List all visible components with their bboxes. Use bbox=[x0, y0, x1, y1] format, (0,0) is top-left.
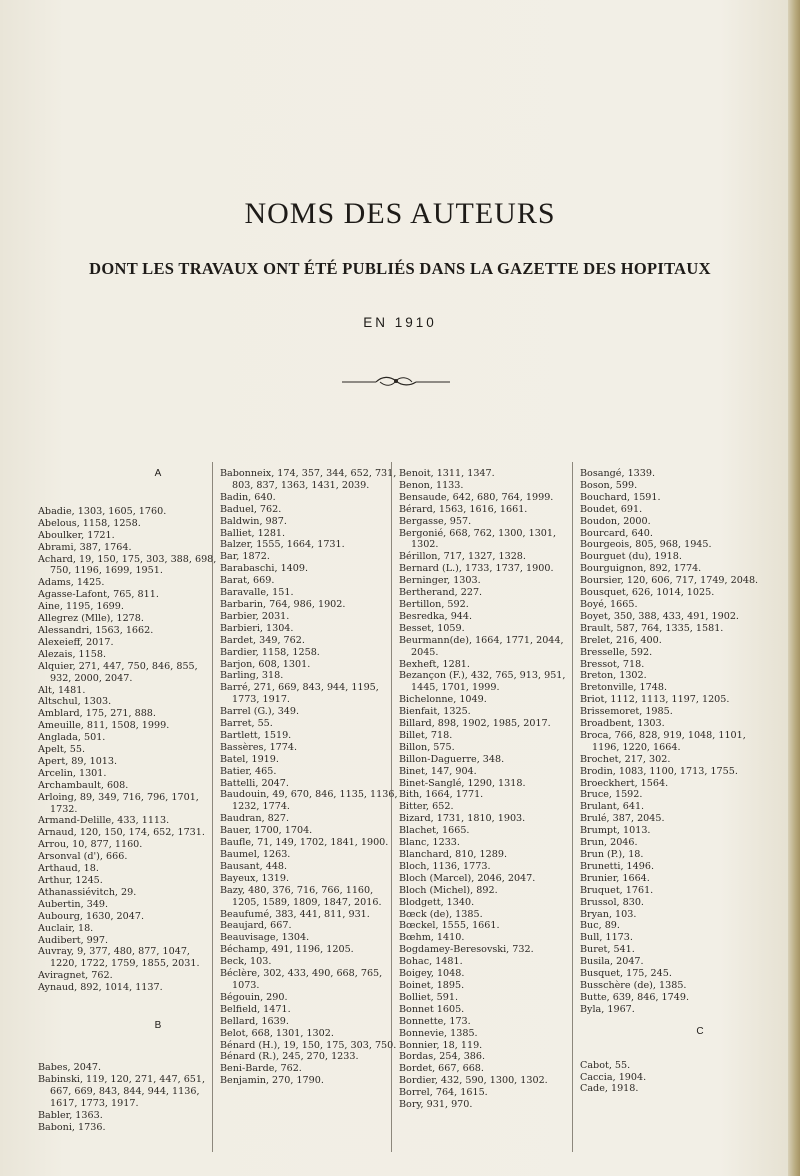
author-entry: Bizard, 1731, 1810, 1903. bbox=[399, 813, 526, 825]
author-entry: Bœckel, 1555, 1661. bbox=[399, 920, 500, 932]
author-entry: Auclair, 18. bbox=[38, 922, 94, 934]
author-entry: Aubourg, 1630, 2047. bbox=[38, 910, 145, 922]
author-entry: Bazy, 480, 376, 716, 766, 1160, 1205, 1589, 1809, 1847, 2016. bbox=[220, 884, 382, 908]
author-entry: Balzer, 1555, 1664, 1731. bbox=[220, 539, 345, 551]
author-entry: Brulé, 387, 2045. bbox=[580, 813, 665, 825]
author-entry: Bartlett, 1519. bbox=[220, 729, 292, 741]
author-entry: Benoit, 1311, 1347. bbox=[399, 468, 495, 479]
author-entry: Barré, 271, 669, 843, 944, 1195, 1773, 1917. bbox=[220, 682, 379, 706]
author-entry: Bourcard, 640. bbox=[580, 527, 653, 539]
author-entry: Bousquet, 626, 1014, 1025. bbox=[580, 587, 715, 599]
author-entry: Bayeux, 1319. bbox=[220, 872, 290, 884]
author-entry: Brulant, 641. bbox=[580, 801, 645, 813]
author-entry: Borrel, 764, 1615. bbox=[399, 1087, 488, 1099]
author-entry: Bar, 1872. bbox=[220, 551, 270, 563]
author-entry: Agasse-Lafont, 765, 811. bbox=[38, 589, 159, 601]
author-entry: Barling, 318. bbox=[220, 670, 284, 682]
author-entry: Béclère, 302, 433, 490, 668, 765, 1073. bbox=[220, 968, 383, 991]
author-entry: Bégouin, 290. bbox=[220, 991, 288, 1003]
author-entry: Bensaude, 642, 680, 764, 1999. bbox=[399, 491, 554, 503]
page-title: NOMS DES AUTEURS bbox=[244, 197, 556, 230]
author-entry: Arcelin, 1301. bbox=[38, 767, 107, 779]
author-entry: Arnaud, 120, 150, 174, 652, 1731. bbox=[38, 827, 205, 839]
author-entry: Adams, 1425. bbox=[38, 577, 105, 589]
author-entry: Bardet, 349, 762. bbox=[220, 634, 305, 646]
author-entry: Aboulker, 1721. bbox=[38, 529, 115, 541]
author-entry: Blachet, 1665. bbox=[399, 825, 470, 837]
author-entry: Bosangé, 1339. bbox=[580, 468, 656, 479]
author-entry: Baudouin, 49, 670, 846, 1135, 1136, 1232, 1774. bbox=[220, 789, 398, 813]
author-entry: Barbieri, 1304. bbox=[220, 622, 294, 634]
author-entry: Bruquet, 1761. bbox=[580, 884, 654, 896]
author-entry: Boudon, 2000. bbox=[580, 515, 651, 527]
author-entry: Bordet, 667, 668. bbox=[399, 1063, 484, 1075]
author-entry: Beauvisage, 1304. bbox=[220, 932, 310, 944]
author-entry: Babinski, 119, 120, 271, 447, 651, 667, 669, 843, 844, 944, 1136, 1617, 1773, 1917. bbox=[38, 1073, 206, 1109]
author-entry: Boinet, 1895. bbox=[399, 979, 465, 991]
author-entry: Broca, 766, 828, 919, 1048, 1101, 1196, 1220, 1664. bbox=[580, 729, 746, 753]
author-entry: Béchamp, 491, 1196, 1205. bbox=[220, 944, 354, 956]
author-entry: Bassères, 1774. bbox=[220, 741, 298, 753]
author-entry: Blanc, 1233. bbox=[399, 837, 460, 849]
author-entry: Bexheft, 1281. bbox=[399, 658, 470, 670]
author-entry: Bonnier, 18, 119. bbox=[399, 1039, 483, 1051]
author-entry: Arrou, 10, 877, 1160. bbox=[38, 839, 143, 851]
author-entry: Billard, 898, 1902, 1985, 2017. bbox=[399, 718, 551, 730]
author-entry: Broadbent, 1303. bbox=[580, 718, 665, 730]
author-entry: Archambault, 608. bbox=[38, 779, 129, 791]
author-entry: Buc, 89. bbox=[580, 920, 620, 932]
author-entry: Byla, 1967. bbox=[580, 1003, 635, 1015]
author-entry: Breton, 1302. bbox=[580, 670, 647, 682]
author-list-c bbox=[580, 1060, 760, 1096]
author-entry: Baduel, 762. bbox=[220, 503, 282, 515]
author-entry: Badin, 640. bbox=[220, 491, 276, 503]
author-entry: Alezais, 1158. bbox=[38, 648, 107, 660]
author-entry: Baboni, 1736. bbox=[38, 1121, 106, 1133]
section-letter-a: A bbox=[154, 468, 162, 479]
author-entry: Arsonval (d'), 666. bbox=[38, 851, 128, 863]
author-entry: Busquet, 175, 245. bbox=[580, 968, 672, 980]
author-entry: Beaujard, 667. bbox=[220, 920, 292, 932]
author-entry: Abelous, 1158, 1258. bbox=[38, 517, 141, 529]
author-entry: Barjon, 608, 1301. bbox=[220, 658, 311, 670]
author-entry: Allegrez (Mlle), 1278. bbox=[38, 613, 144, 625]
author-entry: Boigey, 1048. bbox=[399, 968, 465, 980]
author-list-a bbox=[38, 506, 218, 994]
author-entry: Bausant, 448. bbox=[220, 860, 288, 872]
author-entry: Boudet, 691. bbox=[580, 503, 643, 515]
author-entry: Barbarin, 764, 986, 1902. bbox=[220, 598, 346, 610]
author-entry: Audibert, 997. bbox=[38, 934, 109, 946]
author-entry: Bory, 931, 970. bbox=[399, 1099, 473, 1111]
index-column-1 bbox=[38, 468, 218, 1133]
author-entry: Bertherand, 227. bbox=[399, 587, 483, 599]
author-entry: Bruce, 1592. bbox=[580, 789, 643, 801]
author-entry: Bellard, 1639. bbox=[220, 1015, 289, 1027]
author-entry: Arthur, 1245. bbox=[38, 875, 103, 886]
author-entry: Brelet, 216, 400. bbox=[580, 634, 662, 646]
author-entry: Aine, 1195, 1699. bbox=[38, 601, 124, 613]
author-entry: Bernard (L.), 1733, 1737, 1900. bbox=[399, 563, 554, 575]
author-entry: Abrami, 387, 1764. bbox=[38, 541, 132, 553]
author-entry: Blanchard, 810, 1289. bbox=[399, 849, 507, 860]
author-entry: Besredka, 944. bbox=[399, 610, 473, 622]
author-entry: Bith, 1664, 1771. bbox=[399, 789, 484, 801]
author-entry: Bénard (R.), 245, 270, 1233. bbox=[220, 1051, 359, 1063]
author-entry: Boursier, 120, 606, 717, 1749, 2048. bbox=[580, 575, 759, 587]
year-label: EN 1910 bbox=[363, 315, 437, 330]
author-entry: Bordas, 254, 386. bbox=[399, 1051, 486, 1063]
author-entry: Bogdamey-Beresovski, 732. bbox=[399, 944, 534, 956]
author-entry: Bérard, 1563, 1616, 1661. bbox=[399, 503, 528, 515]
author-entry: Barabaschi, 1409. bbox=[220, 563, 309, 575]
author-entry: Altschul, 1303. bbox=[38, 696, 112, 708]
author-entry: Brun (P.), 18. bbox=[580, 849, 644, 860]
author-entry: Blodgett, 1340. bbox=[399, 896, 475, 908]
author-entry: Battelli, 2047. bbox=[220, 777, 289, 789]
author-entry: Aynaud, 892, 1014, 1137. bbox=[38, 982, 163, 994]
author-entry: Bourgeois, 805, 968, 1945. bbox=[580, 539, 712, 551]
author-entry: Athanassiévitch, 29. bbox=[38, 886, 137, 898]
author-entry: Babes, 2047. bbox=[38, 1061, 102, 1073]
author-list-b bbox=[38, 1062, 218, 1133]
author-entry: Aubertin, 349. bbox=[38, 898, 109, 910]
author-entry: Bouchard, 1591. bbox=[580, 491, 661, 503]
author-entry: Bonnette, 173. bbox=[399, 1015, 471, 1027]
author-entry: Brault, 587, 764, 1335, 1581. bbox=[580, 622, 724, 634]
author-entry: Bérillon, 717, 1327, 1328. bbox=[399, 551, 526, 563]
author-list bbox=[580, 468, 760, 1016]
author-entry: Achard, 19, 150, 175, 303, 388, 698, 750, 1196, 1699, 1951. bbox=[38, 553, 217, 577]
author-entry: Bergasse, 957. bbox=[399, 515, 472, 527]
author-entry: Bolliet, 591. bbox=[399, 991, 459, 1003]
author-entry: Brussol, 830. bbox=[580, 896, 644, 908]
author-entry: Bœck (de), 1385. bbox=[399, 908, 483, 920]
index-column-2 bbox=[220, 468, 400, 1087]
author-entry: Babler, 1363. bbox=[38, 1109, 103, 1121]
author-entry: Bressot, 718. bbox=[580, 658, 645, 670]
index-column-3 bbox=[399, 468, 579, 1111]
author-entry: Anglada, 501. bbox=[38, 732, 106, 744]
author-entry: Alessandri, 1563, 1662. bbox=[38, 624, 154, 636]
author-entry: Bretonville, 1748. bbox=[580, 682, 667, 694]
author-entry: Babonneix, 174, 357, 344, 652, 731, 803, 837, 1363, 1431, 2039. bbox=[220, 468, 397, 491]
author-entry: Butte, 639, 846, 1749. bbox=[580, 991, 690, 1003]
author-entry: Baudran, 827. bbox=[220, 813, 290, 825]
author-entry: Boson, 599. bbox=[580, 479, 638, 491]
author-entry: Bœhm, 1410. bbox=[399, 932, 465, 944]
author-entry: Bull, 1173. bbox=[580, 932, 633, 944]
author-entry: Beurmann(de), 1664, 1771, 2044, 2045. bbox=[399, 634, 564, 658]
author-entry: Brissemoret, 1985. bbox=[580, 706, 673, 718]
author-entry: Brun, 2046. bbox=[580, 837, 638, 849]
author-entry: Caccia, 1904. bbox=[580, 1071, 647, 1083]
author-entry: Cabot, 55. bbox=[580, 1059, 631, 1071]
author-entry: Baufle, 71, 149, 1702, 1841, 1900. bbox=[220, 837, 389, 849]
author-entry: Abadie, 1303, 1605, 1760. bbox=[38, 505, 167, 517]
author-entry: Bohac, 1481. bbox=[399, 956, 463, 968]
author-entry: Balliet, 1281. bbox=[220, 527, 286, 539]
author-entry: Binet, 147, 904. bbox=[399, 765, 477, 777]
author-entry: Alt, 1481. bbox=[38, 684, 86, 696]
author-entry: Alexeieff, 2017. bbox=[38, 636, 114, 648]
author-entry: Benon, 1133. bbox=[399, 479, 464, 491]
author-entry: Brunetti, 1496. bbox=[580, 860, 655, 872]
book-spine bbox=[788, 0, 800, 1176]
ornament-divider bbox=[340, 374, 452, 388]
author-entry: Billon-Daguerre, 348. bbox=[399, 753, 505, 765]
author-entry: Bresselle, 592. bbox=[580, 646, 653, 658]
author-entry: Brunier, 1664. bbox=[580, 872, 650, 884]
author-entry: Bryan, 103. bbox=[580, 908, 637, 920]
author-entry: Bezançon (F.), 432, 765, 913, 951, 1445, 1701, 1999. bbox=[399, 670, 566, 694]
author-entry: Beck, 103. bbox=[220, 956, 272, 968]
author-entry: Buret, 541. bbox=[580, 944, 635, 956]
author-entry: Bloch, 1136, 1773. bbox=[399, 860, 491, 872]
author-entry: Belfield, 1471. bbox=[220, 1003, 291, 1015]
author-entry: Billet, 718. bbox=[399, 729, 453, 741]
author-entry: Bénard (H.), 19, 150, 175, 303, 750. bbox=[220, 1039, 397, 1051]
author-entry: Arthaud, 18. bbox=[38, 863, 99, 875]
author-entry: Bourguignon, 892, 1774. bbox=[580, 563, 702, 575]
author-entry: Bitter, 652. bbox=[399, 801, 454, 813]
author-entry: Apelt, 55. bbox=[38, 744, 86, 756]
author-entry: Armand-Delille, 433, 1113. bbox=[38, 815, 170, 827]
author-entry: Ameuille, 811, 1508, 1999. bbox=[38, 720, 170, 732]
author-entry: Brochet, 217, 302. bbox=[580, 753, 671, 765]
author-entry: Alquier, 271, 447, 750, 846, 855, 932, 2000, 2047. bbox=[38, 660, 198, 684]
author-entry: Baravalle, 151. bbox=[220, 587, 294, 599]
author-entry: Auvray, 9, 377, 480, 877, 1047, 1220, 1722, 1759, 1855, 2031. bbox=[38, 946, 200, 970]
author-entry: Bauer, 1700, 1704. bbox=[220, 825, 313, 837]
author-entry: Belot, 668, 1301, 1302. bbox=[220, 1027, 334, 1039]
author-entry: Baumel, 1263. bbox=[220, 849, 291, 860]
author-entry: Bonnevie, 1385. bbox=[399, 1027, 478, 1039]
author-entry: Berninger, 1303. bbox=[399, 575, 481, 587]
author-entry: Bardier, 1158, 1258. bbox=[220, 646, 320, 658]
section-letter-b: B bbox=[154, 1020, 162, 1032]
author-entry: Boyet, 350, 388, 433, 491, 1902. bbox=[580, 610, 739, 622]
author-list bbox=[399, 468, 579, 1111]
author-entry: Bichelonne, 1049. bbox=[399, 694, 487, 706]
author-entry: Bordier, 432, 590, 1300, 1302. bbox=[399, 1075, 548, 1087]
author-entry: Aviragnet, 762. bbox=[38, 970, 113, 982]
author-entry: Billon, 575. bbox=[399, 741, 455, 753]
index-column-4 bbox=[580, 468, 760, 1095]
author-entry: Briot, 1112, 1113, 1197, 1205. bbox=[580, 694, 730, 706]
author-entry: Bloch (Marcel), 2046, 2047. bbox=[399, 872, 536, 884]
author-list bbox=[220, 468, 400, 1087]
author-entry: Barrel (G.), 349. bbox=[220, 706, 300, 718]
author-entry: Busila, 2047. bbox=[580, 956, 644, 968]
author-entry: Baldwin, 987. bbox=[220, 515, 287, 527]
author-entry: Binet-Sanglé, 1290, 1318. bbox=[399, 777, 526, 789]
author-entry: Broeckhert, 1564. bbox=[580, 777, 669, 789]
section-letter-c: C bbox=[696, 1025, 704, 1037]
author-entry: Batel, 1919. bbox=[220, 753, 279, 765]
author-entry: Beaufumé, 383, 441, 811, 931. bbox=[220, 908, 370, 920]
author-entry: Besset, 1059. bbox=[399, 622, 465, 634]
author-entry: Bonnet 1605. bbox=[399, 1003, 465, 1015]
author-entry: Barat, 669. bbox=[220, 575, 275, 587]
author-entry: Bourguet (du), 1918. bbox=[580, 551, 682, 563]
author-entry: Arloing, 89, 349, 716, 796, 1701, 1732. bbox=[38, 791, 199, 815]
author-entry: Amblard, 175, 271, 888. bbox=[38, 708, 156, 720]
author-entry: Barbier, 2031. bbox=[220, 610, 290, 622]
author-entry: Apert, 89, 1013. bbox=[38, 755, 118, 767]
author-entry: Busschère (de), 1385. bbox=[580, 979, 687, 991]
author-entry: Batier, 465. bbox=[220, 765, 277, 777]
page-subtitle: DONT LES TRAVAUX ONT ÉTÉ PUBLIÉS DANS LA GAZETTE DES HOPITAUX bbox=[89, 259, 711, 278]
author-entry: Beni-Barde, 762. bbox=[220, 1063, 302, 1075]
author-entry: Bergonié, 668, 762, 1300, 1301, 1302. bbox=[399, 527, 557, 551]
author-entry: Bienfait, 1325. bbox=[399, 706, 471, 718]
author-entry: Bloch (Michel), 892. bbox=[399, 884, 498, 896]
author-entry: Benjamin, 270, 1790. bbox=[220, 1075, 324, 1087]
author-entry: Boyé, 1665. bbox=[580, 598, 638, 610]
author-entry: Brodin, 1083, 1100, 1713, 1755. bbox=[580, 765, 738, 777]
author-entry: Barret, 55. bbox=[220, 718, 273, 730]
author-entry: Bertillon, 592. bbox=[399, 598, 469, 610]
author-entry: Brumpt, 1013. bbox=[580, 825, 651, 837]
author-entry: Cade, 1918. bbox=[580, 1083, 639, 1095]
